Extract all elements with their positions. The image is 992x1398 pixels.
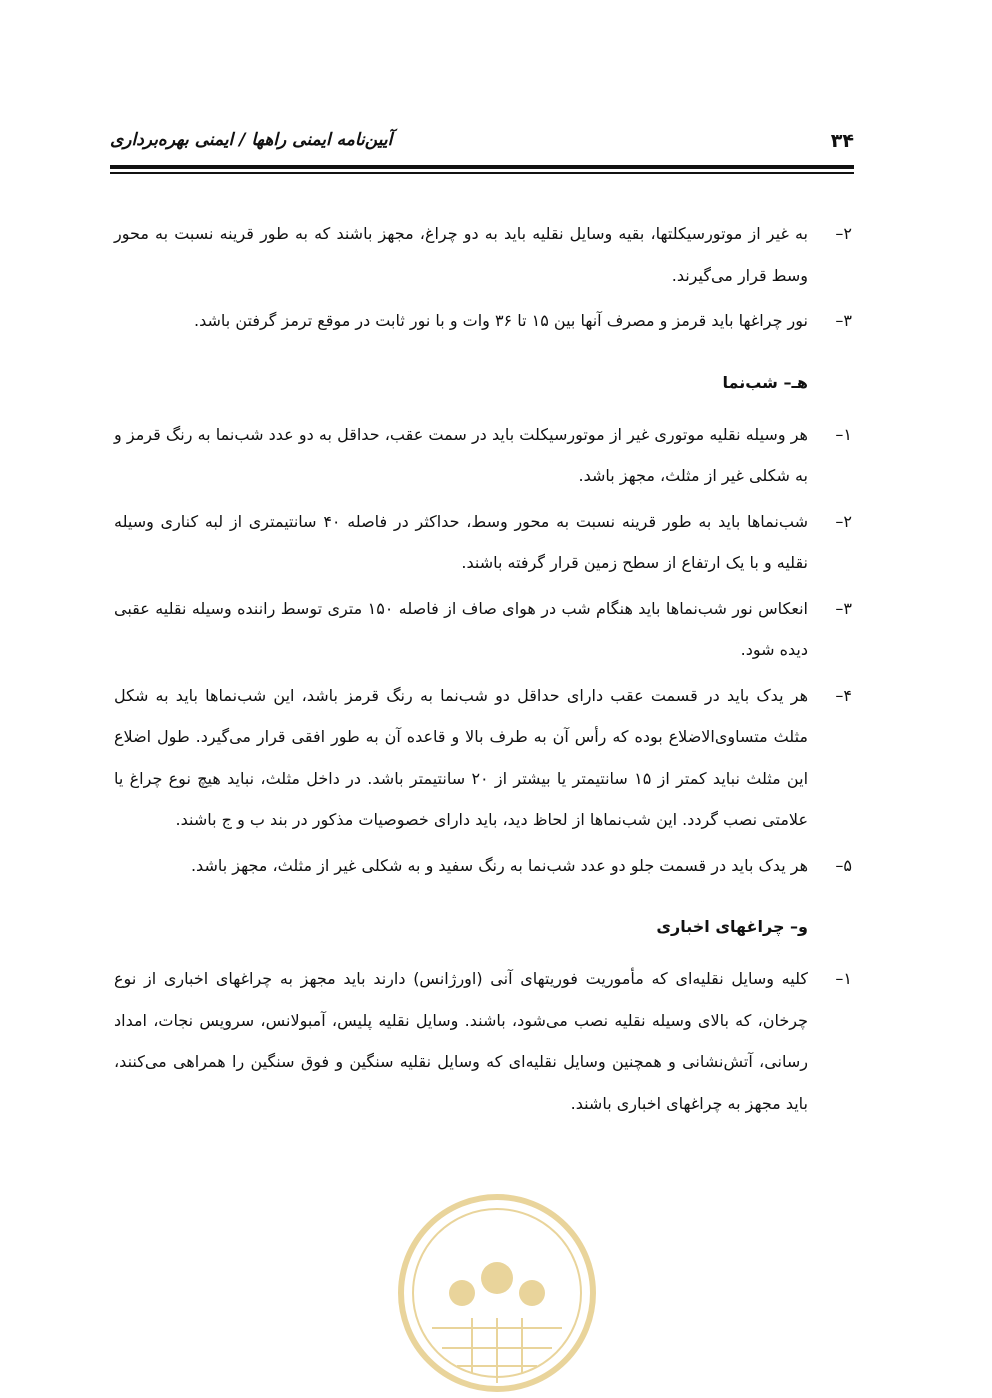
list-item-number: ۱– [835, 424, 852, 444]
list-item-number: ۱– [835, 969, 852, 988]
list-item-text: به غیر از موتورسیکلتها، بقیه وسایل نقلیه باید به دو چراغ، مجهز باشند که به طور قرینه نسبت به محور وسط قرار می‌گیرند. [114, 224, 808, 285]
list-item-text: هر وسیله نقلیه موتوری غیر از موتورسیکلت باید در سمت عقب، حداقل به دو عدد شب‌نما به رنگ قرمز و به شکلی غیر از مثلث، مجهز باشد. [114, 424, 808, 485]
header-rule-thick [110, 165, 854, 169]
list-item [114, 300, 852, 342]
list-item [114, 588, 852, 671]
watermark-seal-icon [392, 1188, 602, 1398]
list-item-number: ۲– [835, 224, 852, 243]
list-item-text: نور چراغها باید قرمز و مصرف آنها بین ۱۵ تا ۳۶ وات و با نور ثابت در موقع ترمز گرفتن باشد. [194, 311, 808, 330]
list-item-number: ۳– [835, 311, 852, 330]
list-item-number: ۳– [835, 598, 852, 618]
page-number: ۳۴ [830, 130, 854, 152]
page-body [114, 213, 852, 1128]
list-item-text: انعکاس نور شب‌نماها باید هنگام شب در هوای صاف از فاصله ۱۵۰ متری توسط راننده وسیله نقلیه عقبی دیده شود. [114, 598, 808, 659]
list-item [114, 414, 852, 497]
list-item-text: هر یدک باید در قسمت عقب دارای حداقل دو شب‌نما به رنگ قرمز باشد، این شب‌نماها باید به شکل مثلث متساوی‌الاضلاع بوده که رأس آن به طرف بالا و قاعده آن به طور افقی قرار می‌گیرد. طول اضلاع این مثلث نباید کمتر از ۱۵ سانتیمتر یا بیشتر از ۲۰ سانتیمتر باشد. در داخل مثلث، نباید هیچ نوع چراغ یا علامتی نصب گردد. این شب‌نماها از لحاظ دید، باید دارای خصوصیات مذکور در بند ب و ج باشند. [114, 685, 809, 829]
running-title: آیین‌نامه ایمنی راهها / ایمنی بهره‌برداری [110, 130, 393, 150]
list-item-number: ۵– [835, 855, 852, 875]
section-heading-reflectors: هـ– شب‌نما [722, 372, 808, 392]
list-item-text: شب‌نماها باید به طور قرینه نسبت به محور وسط، حداکثر در فاصله ۴۰ سانتیمتری از لبه کناری وسیله نقلیه و با یک ارتفاع از سطح زمین قرار گرفته باشند. [114, 511, 809, 572]
header-rule-thin [110, 172, 854, 174]
list-item [114, 958, 852, 1124]
list-item [114, 213, 852, 296]
list-item-number: ۴– [835, 685, 852, 705]
list-item-text: هر یدک باید در قسمت جلو دو عدد شب‌نما به رنگ سفید و به شکلی غیر از مثلث، مجهز باشد. [190, 855, 808, 875]
list-item [114, 501, 852, 584]
list-item [114, 845, 852, 887]
section-heading-warning-lights: و– چراغهای اخباری [656, 917, 808, 936]
page-header [110, 122, 854, 162]
list-item-number: ۲– [835, 511, 852, 531]
list-item [114, 675, 852, 841]
list-item-text: کلیه وسایل نقلیه‌ای که مأموریت فوریتهای آنی (اورژانس) دارند باید مجهز به چراغهای اخباری از نوع چرخان، که بالای وسیله نقلیه نصب می‌شود، باشند. وسایل نقلیه پلیس، آمبولانس، سرویس نجات، امداد رسانی، آتش‌نشانی و همچنین وسایل نقلیه‌ای که وسایل نقلیه سنگین و فوق سنگین را همراهی می‌کنند، باید مجهز به چراغهای اخباری باشند. [114, 969, 808, 1113]
